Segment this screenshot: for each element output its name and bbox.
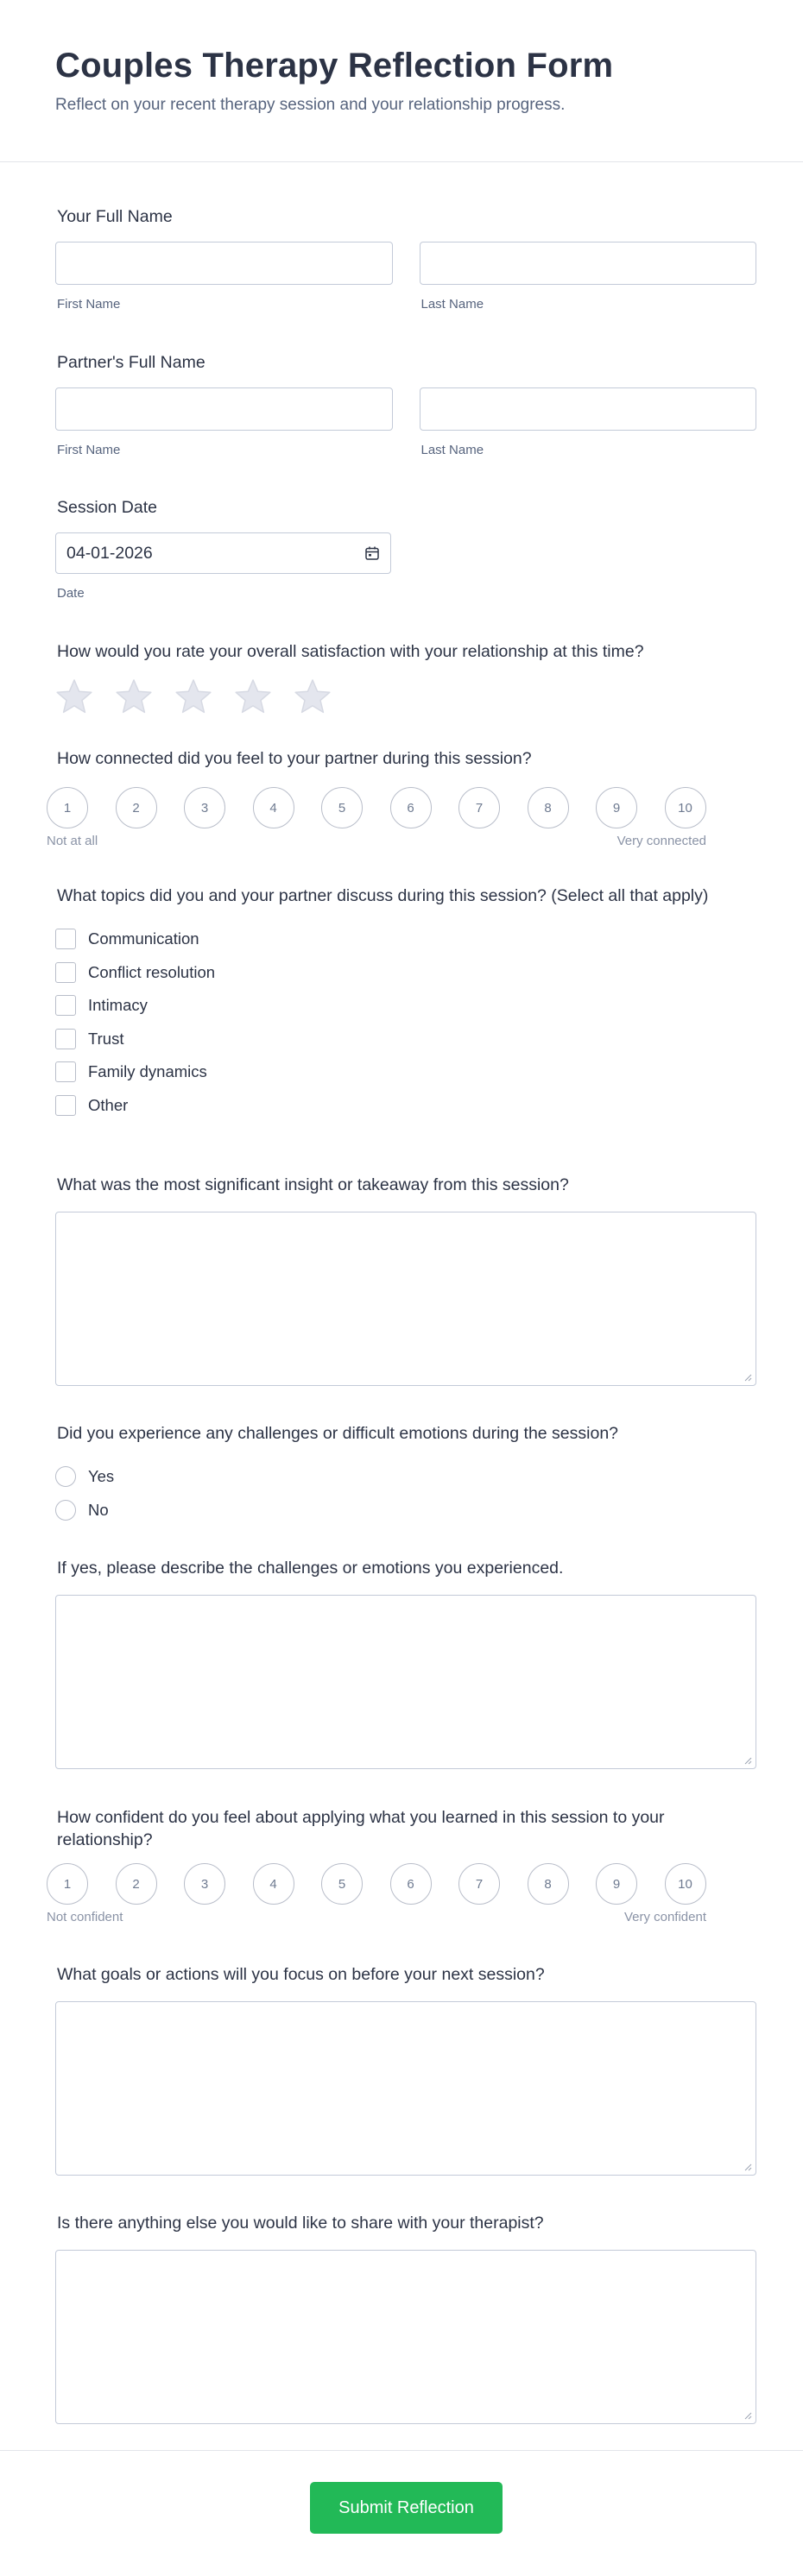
- scale-option[interactable]: 3: [184, 787, 225, 828]
- confidence-scale: [47, 1863, 756, 1905]
- your-full-name-label: Your Full Name: [57, 207, 173, 226]
- scale-option[interactable]: 7: [458, 787, 500, 828]
- scale-high-label: Very connected: [616, 834, 706, 848]
- checkbox[interactable]: [55, 1095, 76, 1116]
- checkbox-label: Communication: [88, 929, 199, 948]
- checkbox-item[interactable]: [55, 989, 756, 1023]
- your-full-name-field: [55, 205, 756, 312]
- confidence-scale-label: How confident do you feel about applying what you learned in this session to your relationship?: [57, 1808, 665, 1849]
- anything-else-label: Is there anything else you would like to share with your therapist?: [57, 2214, 544, 2233]
- challenges-field: [55, 1422, 756, 1527]
- challenges-label: Did you experience any challenges or difficult emotions during the session?: [57, 1424, 619, 1443]
- page-title: Couples Therapy Reflection Form: [55, 47, 614, 85]
- scale-option[interactable]: 4: [253, 787, 294, 828]
- goals-field: [55, 1963, 756, 2176]
- scale-option[interactable]: 6: [390, 787, 432, 828]
- radio-button[interactable]: [55, 1500, 76, 1521]
- session-date-input[interactable]: [55, 532, 391, 574]
- star-icon[interactable]: [115, 678, 153, 715]
- scale-option[interactable]: 9: [596, 787, 637, 828]
- checkbox-label: Family dynamics: [88, 1062, 207, 1081]
- checkbox[interactable]: [55, 929, 76, 949]
- session-date-value: 04-01-2026: [66, 543, 153, 563]
- star-icon[interactable]: [174, 678, 212, 715]
- radio-item[interactable]: [55, 1494, 756, 1527]
- topics-field: [55, 885, 756, 1122]
- satisfaction-rating-field: [55, 640, 756, 715]
- radio-button[interactable]: [55, 1466, 76, 1487]
- scale-option[interactable]: 7: [458, 1863, 500, 1905]
- challenges-describe-textarea[interactable]: [55, 1595, 756, 1769]
- submit-button[interactable]: Submit Reflection: [310, 2482, 503, 2534]
- your-last-name-sublabel: Last Name: [420, 297, 484, 312]
- checkbox-label: Other: [88, 1095, 129, 1114]
- scale-option[interactable]: 5: [321, 787, 363, 828]
- checkbox-item[interactable]: [55, 1089, 756, 1123]
- goals-textarea[interactable]: [55, 2001, 756, 2176]
- star-icon[interactable]: [234, 678, 272, 715]
- satisfaction-rating-label: How would you rate your overall satisfaction with your relationship at this time?: [57, 642, 644, 661]
- insight-field: [55, 1174, 756, 1386]
- challenges-describe-field: [55, 1557, 756, 1769]
- checkbox-label: Conflict resolution: [88, 962, 216, 981]
- checkbox-item[interactable]: [55, 956, 756, 990]
- checkbox-label: Intimacy: [88, 996, 148, 1015]
- scale-option[interactable]: 5: [321, 1863, 363, 1905]
- partner-first-name-sublabel: First Name: [57, 443, 121, 457]
- scale-low-label: Not confident: [47, 1910, 123, 1924]
- session-date-sublabel: Date: [57, 586, 85, 601]
- anything-else-field: [55, 2212, 756, 2424]
- resize-handle-icon[interactable]: [744, 2412, 752, 2420]
- scale-option[interactable]: 6: [390, 1863, 432, 1905]
- radio-label: Yes: [88, 1467, 115, 1486]
- connected-scale-label: How connected did you feel to your partner during this session?: [57, 749, 532, 768]
- star-icon[interactable]: [55, 678, 93, 715]
- scale-low-label: Not at all: [47, 834, 98, 848]
- goals-label: What goals or actions will you focus on before your next session?: [57, 1965, 545, 1984]
- checkbox[interactable]: [55, 1061, 76, 1082]
- scale-option[interactable]: 2: [116, 787, 157, 828]
- scale-option[interactable]: 9: [596, 1863, 637, 1905]
- session-date-label: Session Date: [57, 498, 157, 517]
- page-subtitle: Reflect on your recent therapy session and your relationship progress.: [55, 96, 566, 114]
- partner-first-name-input[interactable]: [55, 387, 393, 431]
- connected-scale-field: [47, 747, 756, 848]
- your-last-name-input[interactable]: [420, 242, 757, 285]
- checkbox-label: Trust: [88, 1029, 124, 1048]
- scale-option[interactable]: 2: [116, 1863, 157, 1905]
- star-icon[interactable]: [294, 678, 332, 715]
- checkbox-item[interactable]: [55, 923, 756, 956]
- radio-label: No: [88, 1500, 109, 1519]
- resize-handle-icon[interactable]: [744, 1374, 752, 1382]
- scale-high-label: Very confident: [623, 1910, 706, 1924]
- anything-else-textarea[interactable]: [55, 2250, 756, 2424]
- scale-option[interactable]: 1: [47, 1863, 88, 1905]
- scale-option[interactable]: 10: [665, 1863, 706, 1905]
- session-date-field: [55, 496, 756, 601]
- checkbox-item[interactable]: [55, 1055, 756, 1089]
- scale-option[interactable]: 8: [528, 787, 569, 828]
- your-first-name-input[interactable]: [55, 242, 393, 285]
- challenges-describe-label: If yes, please describe the challenges or emotions you experienced.: [57, 1559, 564, 1578]
- radio-item[interactable]: [55, 1460, 756, 1494]
- scale-option[interactable]: 8: [528, 1863, 569, 1905]
- checkbox[interactable]: [55, 1029, 76, 1049]
- scale-option[interactable]: 4: [253, 1863, 294, 1905]
- scale-option[interactable]: 10: [665, 787, 706, 828]
- partner-last-name-input[interactable]: [420, 387, 757, 431]
- checkbox-item[interactable]: [55, 1023, 756, 1056]
- calendar-icon[interactable]: [364, 545, 380, 561]
- form-footer: [0, 2450, 803, 2576]
- confidence-scale-field: [47, 1806, 756, 1924]
- partner-full-name-field: [55, 351, 756, 457]
- insight-label: What was the most significant insight or takeaway from this session?: [57, 1175, 569, 1194]
- partner-full-name-label: Partner's Full Name: [57, 353, 205, 372]
- partner-last-name-sublabel: Last Name: [420, 443, 484, 457]
- insight-textarea[interactable]: [55, 1212, 756, 1386]
- star-rating: [55, 678, 756, 715]
- checkbox[interactable]: [55, 995, 76, 1016]
- scale-option[interactable]: 1: [47, 787, 88, 828]
- your-first-name-sublabel: First Name: [57, 297, 121, 312]
- scale-option[interactable]: 3: [184, 1863, 225, 1905]
- topics-label: What topics did you and your partner discuss during this session? (Select all that apply): [57, 886, 709, 905]
- resize-handle-icon[interactable]: [744, 2163, 752, 2171]
- resize-handle-icon[interactable]: [744, 1757, 752, 1765]
- checkbox[interactable]: [55, 962, 76, 983]
- form-header: [0, 0, 803, 162]
- connected-scale: [47, 787, 756, 828]
